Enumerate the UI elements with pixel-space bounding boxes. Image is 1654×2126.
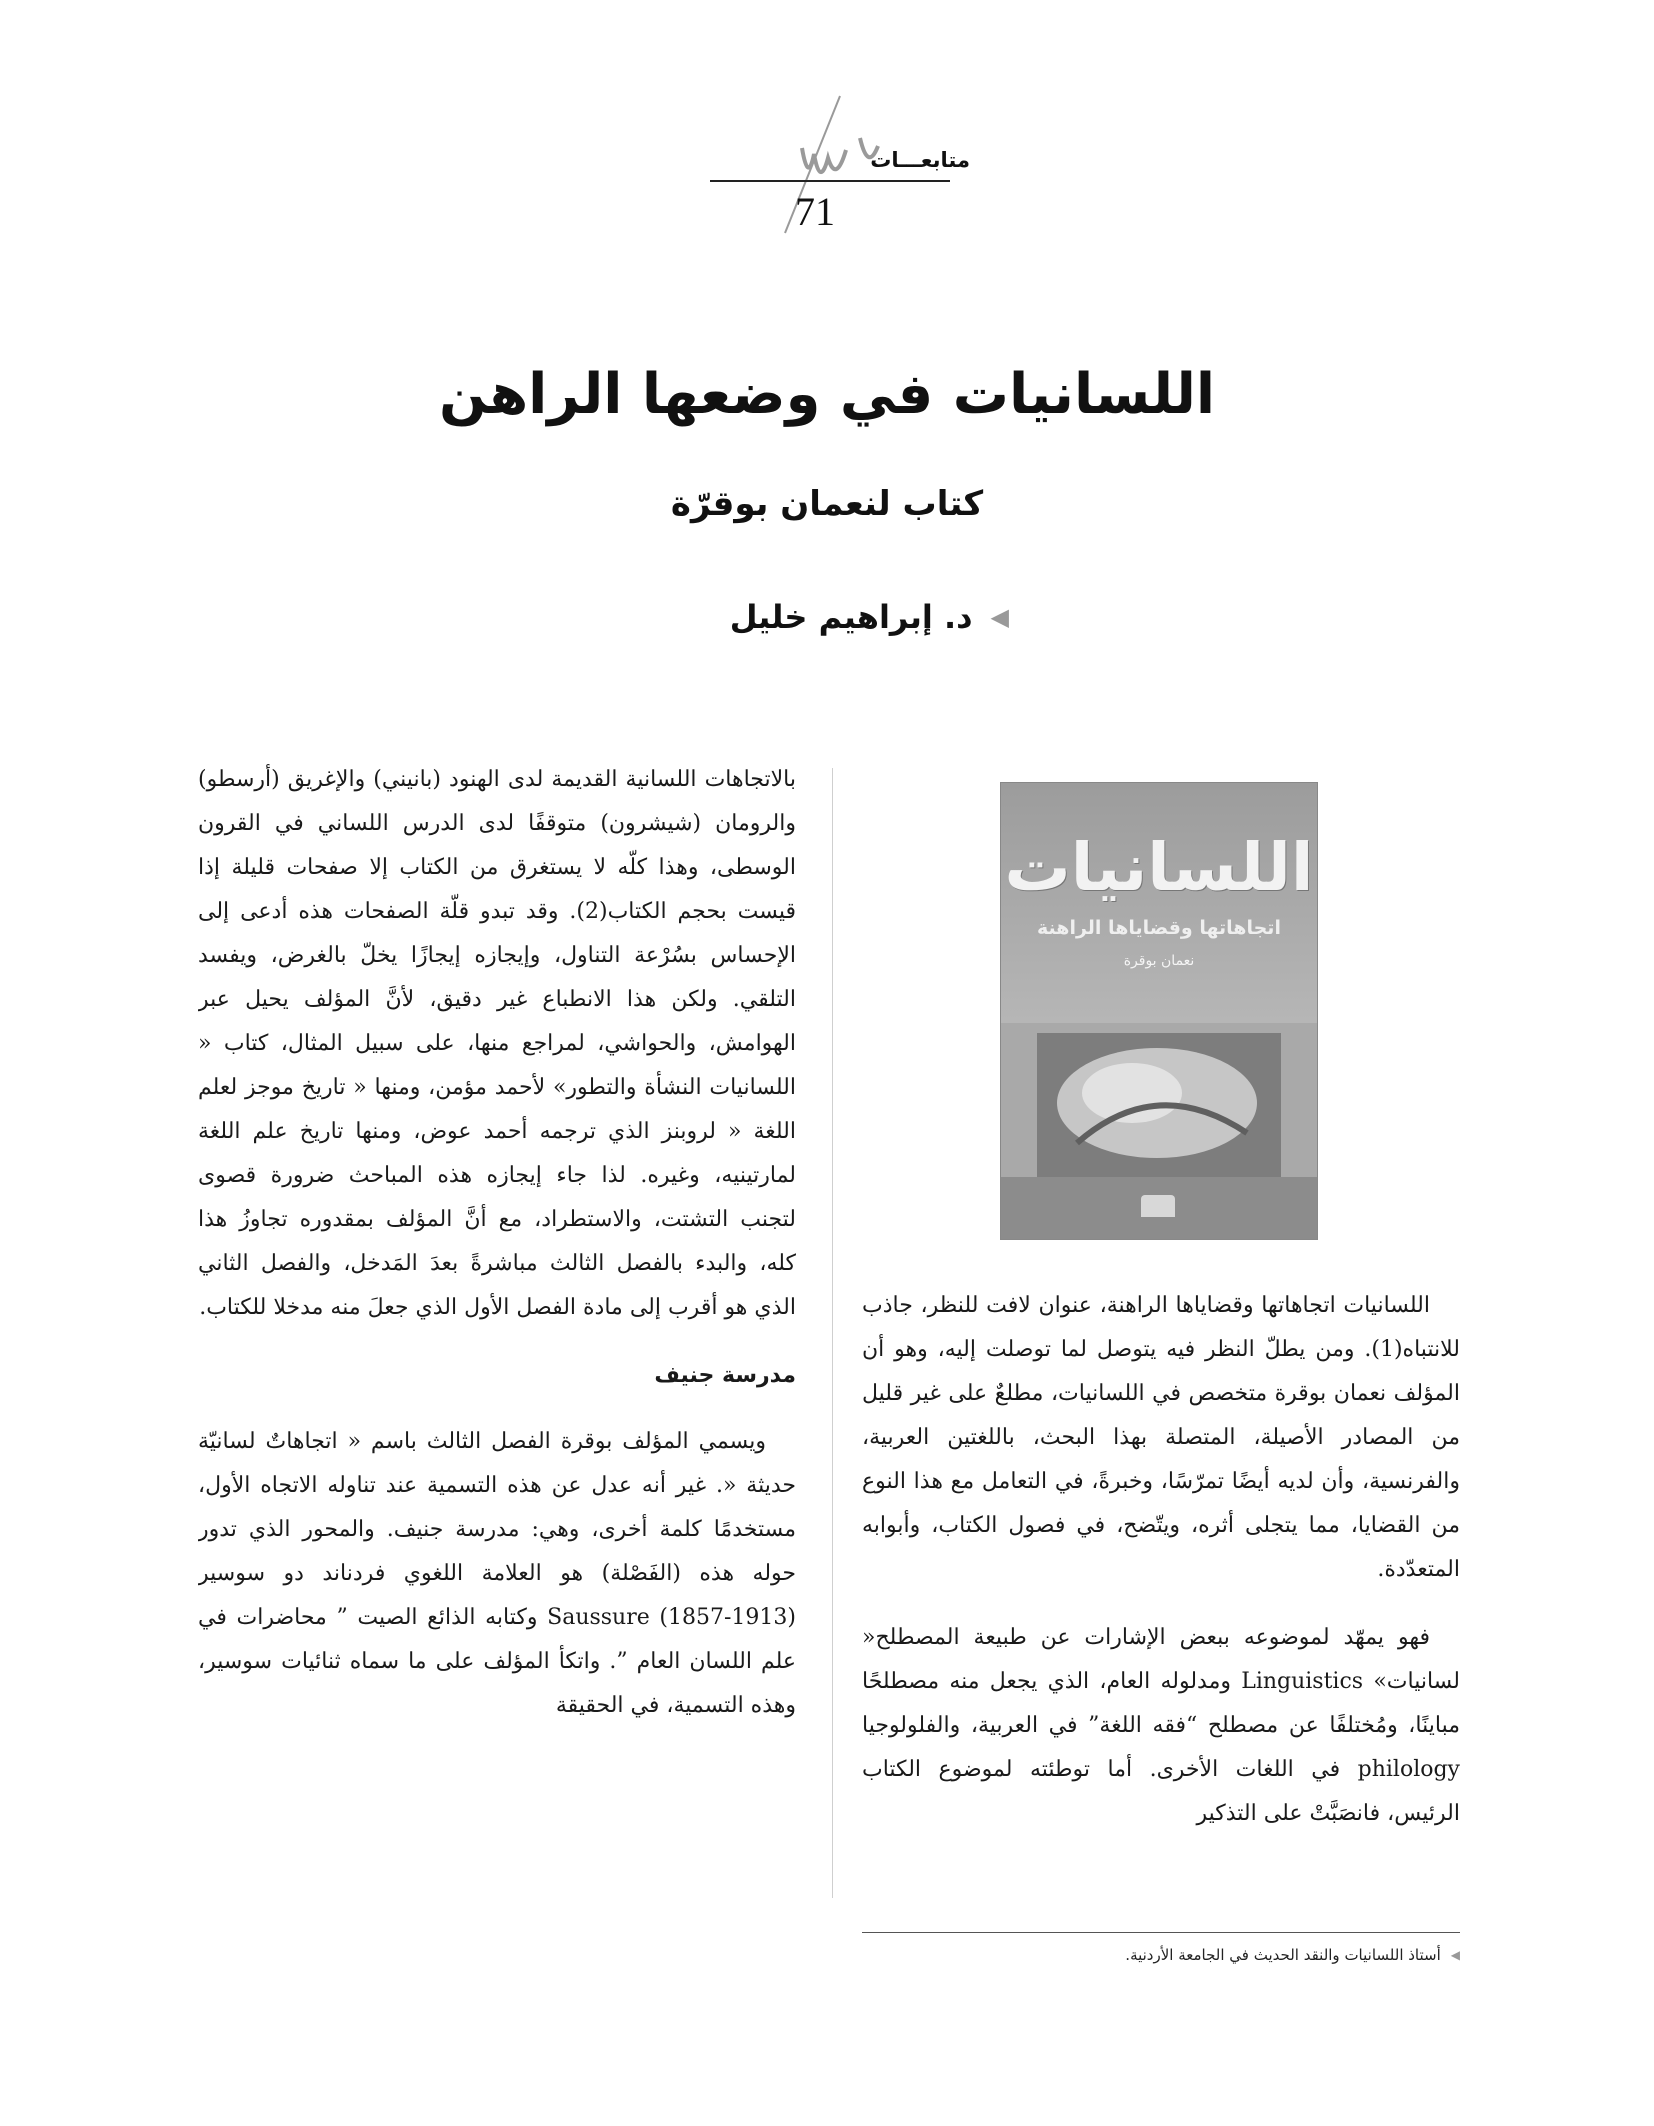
cover-title: اللسانيات — [1004, 829, 1314, 906]
triangle-arrow-icon: ◀ — [990, 603, 1009, 631]
footnote-text: أستاذ اللسانيات والنقد الحديث في الجامعة الأردنية. — [1125, 1946, 1441, 1964]
article-title: اللسانيات في وضعها الراهن — [438, 362, 1216, 427]
right-paragraph-2: فهو يمهّد لموضوعه ببعض الإشارات عن طبيعة المصطلح« لسانيات» Linguistics ومدلوله العام، الذي يجعل منه مصطلحًا مباينًا، ومُختلفًا عن مصطلح “فقه اللغة” في العربية، والفلولوجيا philology في اللغات الأخرى. أما توطئته لموضوع الكتاب الرئيس، فانصَبَّتْ على التذكير — [862, 1625, 1460, 1826]
article-subtitle: كتاب لنعمان بوقرّة — [670, 484, 984, 524]
cover-author: نعمان بوقرة — [1123, 953, 1195, 969]
left-column — [198, 758, 796, 1928]
header-rule — [710, 180, 950, 182]
cover-subtitle: اتجاهاتها وقضاياها الراهنة — [1037, 917, 1281, 939]
cover-artwork-icon — [1037, 1033, 1281, 1183]
section-label: متابعـــات — [870, 148, 970, 172]
page-header — [690, 88, 970, 248]
author-name: د. إبراهيم خليل — [729, 598, 973, 636]
right-paragraph-1: اللسانيات اتجاهاتها وقضاياها الراهنة، عنوان لافت للنظر، جاذب للانتباه(1). ومن يطلّ النظر فيه يتوصل لما توصلت إليه، وهو أن المؤلف نعمان بوقرة متخصص في اللسانيات، مطلعٌ على غير قليل من المصادر الأصيلة، المتصلة بهذا البحث، باللغتين العربية، والفرنسية، وأن لديه أيضًا تمرّسًا، وخبرةً، في التعامل مع هذا النوع من القضايا، مما يتجلى أثره، ويتّضح، في فصول الكتاب، وأبوابه المتعدّدة. — [862, 1293, 1460, 1582]
book-cover-image — [1000, 782, 1318, 1240]
author-line — [730, 598, 1009, 636]
triangle-arrow-icon: ◀ — [1450, 1948, 1460, 1962]
column-divider — [832, 768, 833, 1898]
right-column — [862, 1284, 1460, 1924]
section-heading: مدرسة جنيف — [654, 1363, 796, 1388]
footnote-rule — [862, 1932, 1460, 1933]
publisher-logo-icon — [1141, 1195, 1175, 1217]
left-paragraph-2: ويسمي المؤلف بوقرة الفصل الثالث باسم « اتجاهاتٌ لسانيّة حديثة «. غير أنه عدل عن هذه التسمية عند تناوله الاتجاه الأول، مستخدمًا كلمة أخرى، وهي: مدرسة جنيف. والمحور الذي تدور حوله هذه (الفَصْلة) هو العلامة اللغوي فردناند دو سوسير Saussure (1857-1913) وكتابه الذائع الصيت ” محاضرات في علم اللسان العام ”. واتكأ المؤلف على ما سماه ثنائيات سوسير، وهذه التسمية، في الحقيقة — [198, 1429, 796, 1718]
page-number: 71 — [795, 189, 835, 234]
footnote — [1125, 1946, 1460, 1964]
left-paragraph-1: بالاتجاهات اللسانية القديمة لدى الهنود (بانيني) والإغريق (أرسطو) والرومان (شيشرون) متوقفًا لدى الدرس اللساني في القرون الوسطى، وهذا كلّه لا يستغرق من الكتاب إلا صفحات قليلة إذا قيست بحجم الكتاب(2). وقد تبدو قلّة الصفحات هذه أدعى إلى الإحساس بسُرْعة التناول، وإيجازه إيجازًا يخلّ بالغرض، ويفسد التلقي. ولكن هذا الانطباع غير دقيق، لأنَّ المؤلف يحيل عبر الهوامش، والحواشي، لمراجع منها، على سبيل المثال، كتاب « اللسانيات النشأة والتطور» لأحمد مؤمن، ومنها « تاريخ موجز لعلم اللغة « لروبنز الذي ترجمه أحمد عوض، ومنها تاريخ علم اللغة لمارتينيه، وغيره. لذا جاء إيجازه هذه المباحث ضرورة قصوى لتجنب التشتت، والاستطراد، مع أنَّ المؤلف بمقدوره تجاوزُ هذا كله، والبدء بالفصل الثالث مباشرةً بعدَ المَدخل، والفصل الثاني الذي هو أقرب إلى مادة الفصل الأول الذي جعلَ منه مدخلا للكتاب. — [198, 767, 796, 1320]
